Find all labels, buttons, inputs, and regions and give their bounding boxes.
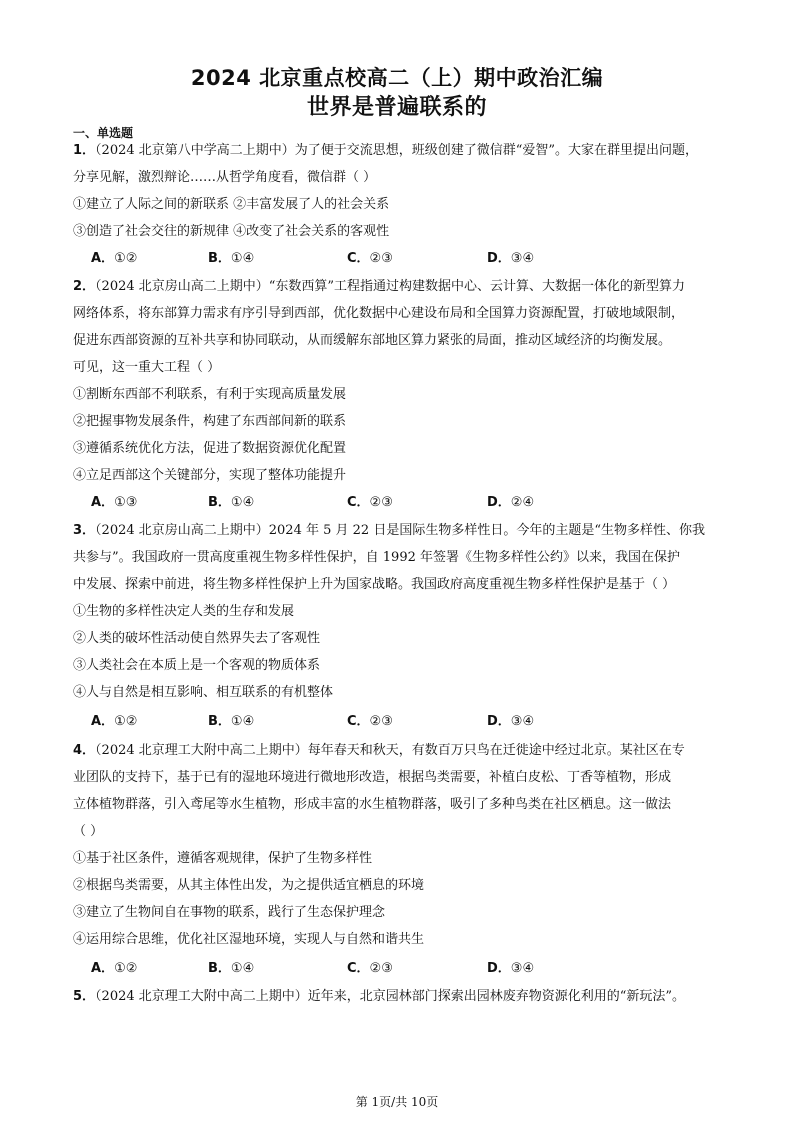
question-3-statement-3: ③人类社会在本质上是一个客观的物质体系: [73, 658, 321, 673]
option-b[interactable]: B．①④: [208, 495, 255, 510]
question-3-line-2: 共参与”。我国政府一贯高度重视生物多样性保护，自 1992 年签署《生物多样性公约》以来，我国在保护: [73, 550, 680, 565]
option-c[interactable]: C．②③: [347, 495, 393, 510]
question-2-statement-2: ②把握事物发展条件，构建了东西部间新的联系: [73, 414, 347, 429]
option-b[interactable]: B．①④: [208, 961, 255, 976]
question-2-statement-3: ③遵循系统优化方法，促进了数据资源优化配置: [73, 441, 347, 456]
question-5-number: 5．: [73, 989, 96, 1004]
question-3-statement-1: ①生物的多样性决定人类的生存和发展: [73, 604, 295, 619]
question-4-line-1: 4．（2024 北京理工大附中高二上期中）每年春天和秋天，有数百万只鸟在迁徙途中经过北京。某社区在专: [73, 743, 685, 758]
question-3-number: 3．: [73, 523, 96, 538]
document-subtitle: 世界是普遍联系的: [306, 95, 487, 120]
option-a[interactable]: A．①②: [91, 961, 138, 976]
option-a[interactable]: A．①③: [91, 495, 138, 510]
question-3-line-3: 中发展、探索中前进，将生物多样性保护上升为国家战略。我国政府高度重视生物多样性保护是基于（ ）: [73, 577, 676, 592]
option-d[interactable]: D．③④: [487, 714, 535, 729]
question-2-line-1: 2．（2024 北京房山高二上期中）“东数西算”工程指通过构建数据中心、云计算、大数据一体化的新型算力: [73, 279, 686, 294]
question-4-statement-1: ①基于社区条件，遵循客观规律，保护了生物多样性: [73, 851, 373, 866]
question-4-statement-2: ②根据鸟类需要，从其主体性出发，为之提供适宜栖息的环境: [73, 878, 425, 893]
question-2-line-2: 网络体系，将东部算力需求有序引导到西部，优化数据中心建设布局和全国算力资源配置，打破地域限制，: [73, 306, 685, 321]
option-d[interactable]: D．②④: [487, 495, 535, 510]
question-4-line-4: （ ）: [73, 824, 104, 839]
option-d[interactable]: D．③④: [487, 961, 535, 976]
option-d[interactable]: D．③④: [487, 251, 535, 266]
option-c[interactable]: C．②③: [347, 961, 393, 976]
question-3-statement-2: ②人类的破坏性活动使自然界失去了客观性: [73, 631, 321, 646]
question-2-statement-1: ①割断东西部不利联系，有利于实现高质量发展: [73, 387, 347, 402]
question-1-line-2: 分享见解，激烈辩论……从哲学角度看，微信群（ ）: [73, 170, 377, 185]
question-2-line-4: 可见，这一重大工程（ ）: [73, 360, 221, 375]
question-4-line-3: 立体植物群落，引入鸢尾等水生植物，形成丰富的水生植物群落，吸引了多种鸟类在社区栖息。这一做法: [73, 797, 672, 812]
document-title: 2024 北京重点校高二（上）期中政治汇编: [190, 66, 604, 90]
question-1-number: 1．: [73, 143, 96, 158]
question-1-statement-2: ③创造了社会交往的新规律 ④改变了社会关系的客观性: [73, 224, 390, 239]
page-footer: 第 1页/共 10页: [355, 1095, 439, 1109]
question-2-statement-4: ④立足西部这个关键部分，实现了整体功能提升: [73, 468, 347, 483]
question-2-line-3: 促进东西部资源的互补共享和协同联动，从而缓解东部地区算力紧张的局面，推动区域经济的均衡发展。: [73, 333, 672, 348]
option-a[interactable]: A．①②: [91, 714, 138, 729]
question-4-statement-4: ④运用综合思维，优化社区湿地环境，实现人与自然和谐共生: [73, 932, 425, 947]
question-3-statement-4: ④人与自然是相互影响、相互联系的有机整体: [73, 685, 334, 700]
question-1-line-1: 1．（2024 北京第八中学高二上期中）为了便于交流思想，班级创建了微信群“爱智”。大家在群里提出问题，: [73, 143, 699, 158]
question-3-line-1: 3．（2024 北京房山高二上期中）2024 年 5 月 22 日是国际生物多样性日。今年的主题是“生物多样性、你我: [73, 523, 705, 538]
option-b[interactable]: B．①④: [208, 714, 255, 729]
question-5-line-1: 5．（2024 北京理工大附中高二上期中）近年来，北京园林部门探索出园林废弃物资源化利用的“新玩法”。: [73, 989, 686, 1004]
question-4-statement-3: ③建立了生物间自在事物的联系，践行了生态保护理念: [73, 905, 386, 920]
question-2-number: 2．: [73, 279, 96, 294]
option-c[interactable]: C．②③: [347, 251, 393, 266]
option-b[interactable]: B．①④: [208, 251, 255, 266]
section-heading: 一、单选题: [73, 126, 134, 140]
option-c[interactable]: C．②③: [347, 714, 393, 729]
option-a[interactable]: A．①②: [91, 251, 138, 266]
question-1-statement-1: ①建立了人际之间的新联系 ②丰富发展了人的社会关系: [73, 197, 390, 212]
question-4-line-2: 业团队的支持下，基于已有的湿地环境进行微地形改造，根据鸟类需要，补植白皮松、丁香等植物，形成: [73, 770, 672, 785]
question-4-number: 4．: [73, 743, 96, 758]
